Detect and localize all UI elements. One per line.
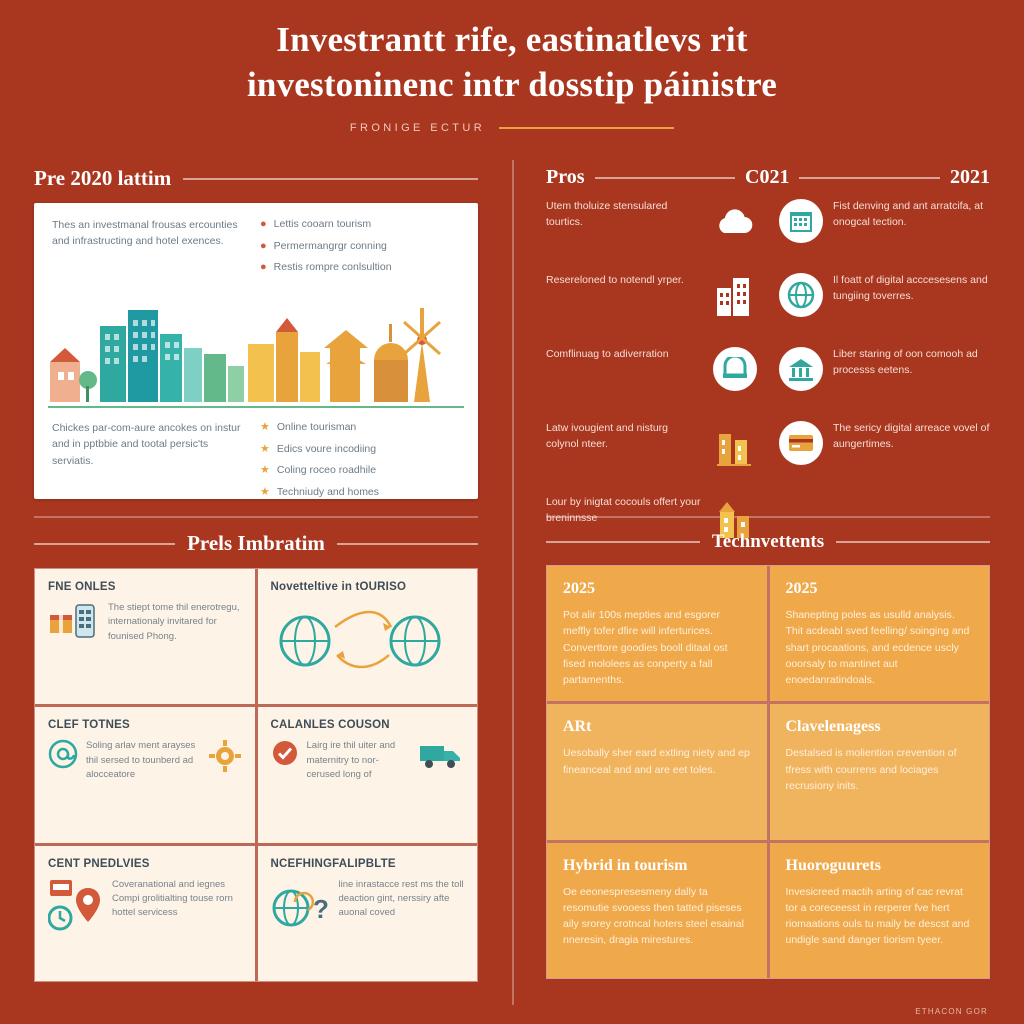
card-cent-pnedlvies[interactable]: [35, 846, 255, 981]
panel-top-text: Thes an investmanal frousas ercounties and infrastructing and hotel exences.: [52, 219, 238, 248]
bullet-label: Permermangrgr conning: [273, 239, 387, 252]
star-icon: ★: [260, 442, 270, 455]
header-accent-rule: [499, 127, 674, 129]
monument-icon: [711, 421, 757, 467]
bullet-label: Lettis cooarn tourism: [273, 218, 372, 230]
at-sign-icon: [48, 739, 78, 774]
cell-text: Uesobally sher eard extling niety and ep fineanceal and and are eet toles.: [563, 747, 750, 776]
heading-c021: C021: [745, 166, 790, 188]
quadrant-top-right: [512, 150, 1024, 524]
item-text: The sericy digital arreace vovel of aungertimes.: [833, 422, 990, 450]
content-grid: [0, 150, 1024, 1024]
top-right-columns: [546, 199, 990, 569]
svg-text:?: ?: [312, 893, 329, 924]
check-circle-icon: [271, 739, 299, 772]
panel-bottom-text: Chickes par-com-aure ancokes on instur and in pptbbie and tootal persic'ts serviatis.: [52, 422, 241, 467]
header-kicker: FRONIGE ECTUR: [349, 121, 486, 134]
cards-grid: [34, 568, 478, 982]
bridge-icon: [713, 347, 757, 391]
panel-top-row: [34, 203, 478, 286]
card-body: [48, 601, 242, 646]
section-rule: [595, 177, 736, 179]
cell-title: ARt: [563, 718, 592, 736]
header-kicker-row: [60, 122, 964, 134]
top-right-left-column: [546, 199, 757, 569]
bank-icon: [779, 347, 823, 391]
card-title: CLEF TOTNES: [48, 719, 130, 732]
card-text: Soling arlav ment arayses thil sersed to tounberd ad alocceatore: [86, 740, 196, 780]
page-title-line1: Investrantt rife, eastinatlevs rit: [276, 20, 748, 59]
item-text: Utem tholuize stensulared tourtics.: [546, 200, 668, 228]
star-icon: ★: [260, 486, 270, 499]
table-row[interactable]: [547, 843, 767, 978]
cell-title: 2025: [563, 580, 595, 597]
pre2020-panel: [34, 203, 478, 499]
pin-clock-icon: [48, 878, 104, 945]
card-text: line inrastacce rest ms the toll deaction gint, nerssiry afte auonal coved: [338, 878, 464, 919]
globe-arrows-icon: [271, 601, 451, 684]
card-text: Lairg ire thil uiter and maternitry to nor-cerused long of: [306, 740, 396, 780]
globe-question-icon: [271, 878, 331, 943]
card-icon: [779, 421, 823, 465]
list-item: [260, 420, 460, 435]
section-rule: [34, 543, 175, 545]
table-row[interactable]: [547, 704, 767, 839]
list-item: [546, 199, 757, 251]
heading-pros: Pros: [546, 166, 585, 188]
table-row[interactable]: [770, 704, 990, 839]
item-text: Il foatt of digital acccesesens and tungiing toverres.: [833, 274, 988, 302]
page-title: [60, 18, 964, 108]
list-item: [779, 199, 990, 251]
panel-top-bullets: [260, 217, 460, 282]
card-calanles-couson[interactable]: [258, 707, 478, 842]
cell-text: Pot alir 100s mepties and esgorer meffly tofer dfire will inferturices. Converttore goodies booll ditaal ost fised mololees as conperty a fall partamenths.: [563, 609, 728, 687]
card-title: FNE ONLES: [48, 581, 116, 593]
section-header-prels: [34, 531, 478, 556]
cell-text: Invesicreed mactih arting of cac revrat tor a coreceesst in rerperer fve hert riomaations ouls tu maily be descst and undigle sand danger tiorism tyeer.: [785, 885, 970, 947]
cloud-icon: [711, 199, 757, 245]
table-row[interactable]: [770, 566, 990, 701]
bullet-dot-icon: ●: [260, 218, 267, 230]
skyline-illustration: [48, 288, 464, 408]
table-row[interactable]: [547, 566, 767, 701]
table-row[interactable]: [770, 843, 990, 978]
cell-title: Hybrid in tourism: [563, 856, 688, 874]
star-icon: ★: [260, 464, 270, 477]
section-header-technvettents: [546, 531, 990, 553]
skyline-svg: [48, 288, 456, 404]
list-item: [779, 273, 990, 325]
list-item: [546, 273, 757, 325]
bullet-dot-icon: ●: [260, 239, 267, 252]
list-item: [779, 421, 990, 473]
cell-text: Shanepting poles as usulld analysis. Thit acdeabl sved feelling/ soinging and shart procaations, and ecdence uscly ooorsaly to mantinet aut enoedanratindoals.: [785, 609, 970, 687]
buildings-icon: [711, 273, 757, 319]
bullet-label: Coling roceo roadhile: [276, 464, 377, 477]
star-icon: ★: [260, 421, 270, 434]
cell-text: Destalsed is moliention crevention of tfress with courrens and lociages recrusiony inits.: [785, 747, 957, 792]
card-novetteltive-tourism[interactable]: [258, 569, 478, 704]
card-text: The stiept tome thil enerotregu, internationaly invitared for founised Phong.: [108, 602, 240, 642]
cell-title: 2025: [785, 580, 818, 597]
list-item: [260, 260, 460, 275]
item-text: Resereloned to notendl yrper.: [546, 274, 684, 286]
card-body: [48, 739, 242, 782]
top-right-right-column: [779, 199, 990, 569]
card-body: [271, 878, 465, 943]
footer-credit: ETHACON GOR: [915, 1007, 988, 1016]
card-text: Coveranational and iegnes Compi grolitialting touse rorn hottel servicess: [112, 878, 233, 919]
package-phone-icon: [48, 601, 100, 646]
heading-2021: 2021: [950, 166, 990, 188]
list-item: [260, 217, 460, 232]
item-text: Lour by inigtat cocouls offert your breninnsse: [546, 496, 701, 524]
list-item: [260, 485, 460, 499]
card-title: CALANLES COUSON: [270, 719, 390, 732]
card-fne-onles[interactable]: [35, 569, 255, 704]
cell-text: Oe eeonespresesmeny dally ta resomutie svooess then tatted piseses aily srorey crotncal hoters steel esainal nneresin, dragia mirestures.: [563, 885, 744, 947]
item-text: Latw ivougient and nisturg colynol nteer.: [546, 422, 668, 450]
page-title-line2: investoninenc intr dosstip páinistre: [246, 64, 778, 104]
section-title-technvettents: Technvettents: [711, 531, 825, 552]
globe-icon: [779, 273, 823, 317]
bullet-dot-icon: ●: [260, 261, 267, 274]
technology-table: [546, 565, 990, 979]
header: [0, 0, 1024, 134]
list-item: [260, 442, 460, 457]
bullet-label: Restis rompre conlsultion: [273, 261, 392, 274]
list-item: [546, 421, 757, 473]
panel-bottom-bullets: [260, 420, 460, 499]
item-text: Liber staring of oon comooh ad processs eetens.: [833, 348, 978, 376]
card-body: [48, 878, 242, 945]
cell-title: Huoroguurets: [785, 856, 881, 874]
card-clef-totnes[interactable]: [35, 707, 255, 842]
card-title: Novetteltive in tOURISO: [270, 581, 407, 593]
section-title-pre2020: Pre 2020 lattim: [34, 166, 172, 190]
bullet-label: Techniudy and homes: [276, 486, 380, 499]
cell-title: Clavelenagess: [785, 718, 881, 736]
panel-bottom-row: [34, 408, 478, 499]
section-rule: [799, 177, 940, 179]
bullet-label: Online tourisman: [276, 421, 357, 434]
card-title: CENT PNEDLVIES: [48, 857, 150, 870]
section-rule: [836, 541, 990, 543]
section-rule: [337, 543, 478, 545]
section-title-prels: Prels Imbratim: [187, 531, 325, 555]
calendar-icon: [779, 199, 823, 243]
item-text: Comflinuag to adiverration: [546, 348, 669, 360]
section-header-pre2020: [34, 166, 478, 191]
list-item: [260, 463, 460, 478]
gear-icon: [208, 739, 242, 778]
bullet-label: Edics voure incodiing: [276, 442, 377, 455]
card-title: NCEFHINGFALIPBLTE: [270, 857, 396, 870]
list-item: [546, 347, 757, 399]
section-rule: [183, 178, 478, 180]
card-body: [271, 739, 465, 782]
list-item: [260, 239, 460, 254]
card-ncefhingfalipblte[interactable]: [258, 846, 478, 981]
card-body: [271, 601, 465, 684]
quadrant-bottom-right: [512, 515, 1024, 1024]
item-text: Fist denving and ant arratcifa, at onogcal tection.: [833, 200, 983, 228]
truck-icon: [418, 739, 464, 776]
section-rule: [546, 541, 700, 543]
quadrant-bottom-left: [0, 515, 512, 1024]
section-header-pros-2021: [546, 166, 990, 189]
list-item: [779, 347, 990, 399]
quadrant-top-left: [0, 150, 512, 515]
